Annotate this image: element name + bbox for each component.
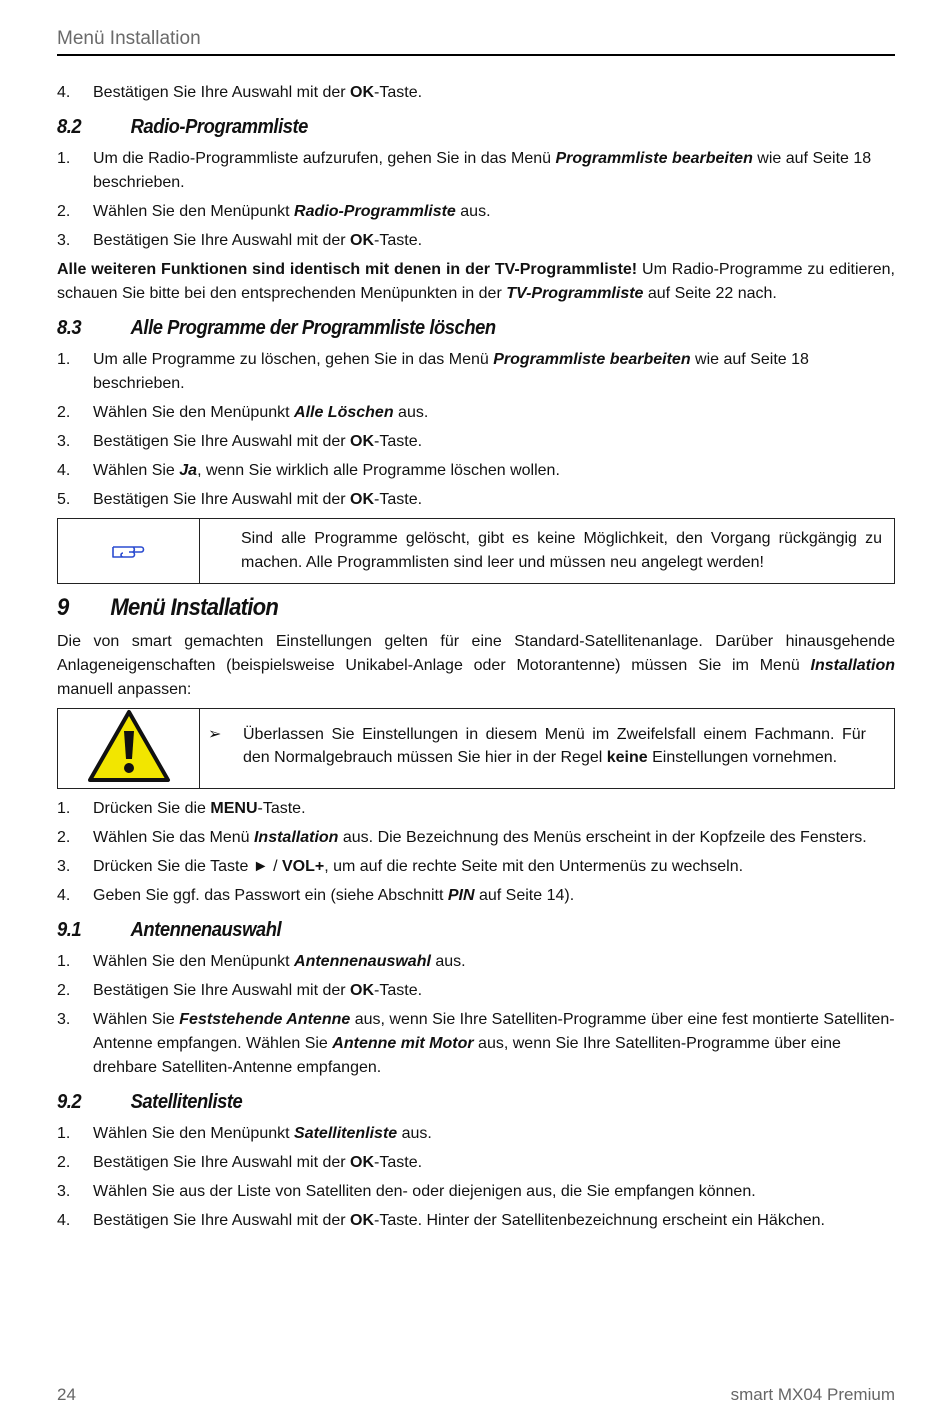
pointing-hand-icon — [111, 538, 147, 565]
list-item: 3. Wählen Sie Feststehende Antenne aus, wenn Sie Ihre Satelliten-Programme über eine fest montierte Satelliten-Antenne empfangen. Wählen Sie Antenne mit Motor aus, wenn Sie Ihre Satelliten-Programme über eine drehbare Satelliten-Antenne empfangen. — [57, 1011, 895, 1076]
list-item: 1. Wählen Sie den Menüpunkt Satellitenliste aus. — [57, 1125, 432, 1142]
list-item: 1. Drücken Sie die MENU-Taste. — [57, 800, 306, 817]
list-item: 2. Bestätigen Sie Ihre Auswahl mit der OK-Taste. — [57, 1154, 423, 1171]
arrow-bullet-icon: ➢ — [208, 726, 222, 743]
list-item: 2. Bestätigen Sie Ihre Auswahl mit der OK-Taste. — [57, 982, 423, 999]
section-heading-8-2: 8.2 Radio-Programmliste — [57, 116, 308, 138]
warning-icon — [87, 709, 171, 788]
list-item: 4. Geben Sie ggf. das Passwort ein (siehe Abschnitt PIN auf Seite 14). — [57, 887, 575, 904]
paragraph: Die von smart gemachten Einstellungen gelten für eine Standard-Satellitenanlage. Darüber hinausgehende Anlageneigenschaften (beispielsweise Unikabel-Anlage oder Motorantenne) müssen Sie im Menü Installation manuell anpassen: — [57, 633, 895, 698]
list-item: 2. Wählen Sie den Menüpunkt Radio-Programmliste aus. — [57, 203, 491, 220]
product-name: smart MX04 Premium — [730, 1385, 895, 1404]
note-text: Sind alle Programme gelöscht, gibt es keine Möglichkeit, den Vorgang rückgängig zu machen. Alle Programmlisten sind leer und müssen neu angelegt werden! — [241, 530, 882, 571]
list-item: 2. Wählen Sie den Menüpunkt Alle Löschen aus. — [57, 404, 429, 421]
list-item: 3. Drücken Sie die Taste ► / VOL+, um auf die rechte Seite mit den Untermenüs zu wechseln. — [57, 858, 744, 875]
warning-box — [57, 708, 895, 789]
section-heading-9-2: 9.2 Satellitenliste — [57, 1091, 243, 1113]
list-item: 1. Wählen Sie den Menüpunkt Antennenauswahl aus. — [57, 953, 466, 970]
list-item: 5. Bestätigen Sie Ihre Auswahl mit der OK-Taste. — [57, 491, 423, 508]
note-box — [57, 518, 895, 584]
list-item: 4. Bestätigen Sie Ihre Auswahl mit der OK-Taste. Hinter der Satellitenbezeichnung erscheint ein Häkchen. — [57, 1212, 825, 1229]
list-item: 3. Wählen Sie aus der Liste von Satelliten den- oder diejenigen aus, die Sie empfangen können. — [57, 1183, 756, 1200]
chapter-heading-9: 9 Menü Installation — [57, 594, 279, 621]
section-heading-9-1: 9.1 Antennenauswahl — [57, 919, 282, 941]
list-item: 4. Bestätigen Sie Ihre Auswahl mit der OK-Taste. — [57, 84, 423, 101]
list-item: 1. Um alle Programme zu löschen, gehen Sie in das Menü Programmliste bearbeiten wie auf Seite 18 beschrieben. — [57, 351, 809, 392]
list-item: 3. Bestätigen Sie Ihre Auswahl mit der OK-Taste. — [57, 232, 423, 249]
list-item: 2. Wählen Sie das Menü Installation aus. Die Bezeichnung des Menüs erscheint in der Kopfzeile des Fensters. — [57, 829, 867, 846]
warning-text: Überlassen Sie Einstellungen in diesem Menü im Zweifelsfall einem Fachmann. Für den Normalgebrauch müssen Sie hier in der Regel keine Einstellungen vornehmen. — [243, 726, 866, 766]
running-header: Menü Installation — [57, 26, 895, 56]
section-heading-8-3: 8.3 Alle Programme der Programmliste löschen — [57, 317, 496, 339]
list-item: 1. Um die Radio-Programmliste aufzurufen, gehen Sie in das Menü Programmliste bearbeiten wie auf Seite 18 beschrieben. — [57, 150, 872, 191]
list-item: 3. Bestätigen Sie Ihre Auswahl mit der OK-Taste. — [57, 433, 423, 450]
page-content — [57, 81, 895, 1238]
list-item: 4. Wählen Sie Ja, wenn Sie wirklich alle Programme löschen wollen. — [57, 462, 560, 479]
page-number: 24 — [57, 1385, 76, 1404]
paragraph: Alle weiteren Funktionen sind identisch mit denen in der TV-Programmliste! Um Radio-Programme zu editieren, schauen Sie bitte bei den entsprechenden Menüpunkten in der TV-Programmliste auf Seite 22 nach. — [57, 261, 896, 302]
